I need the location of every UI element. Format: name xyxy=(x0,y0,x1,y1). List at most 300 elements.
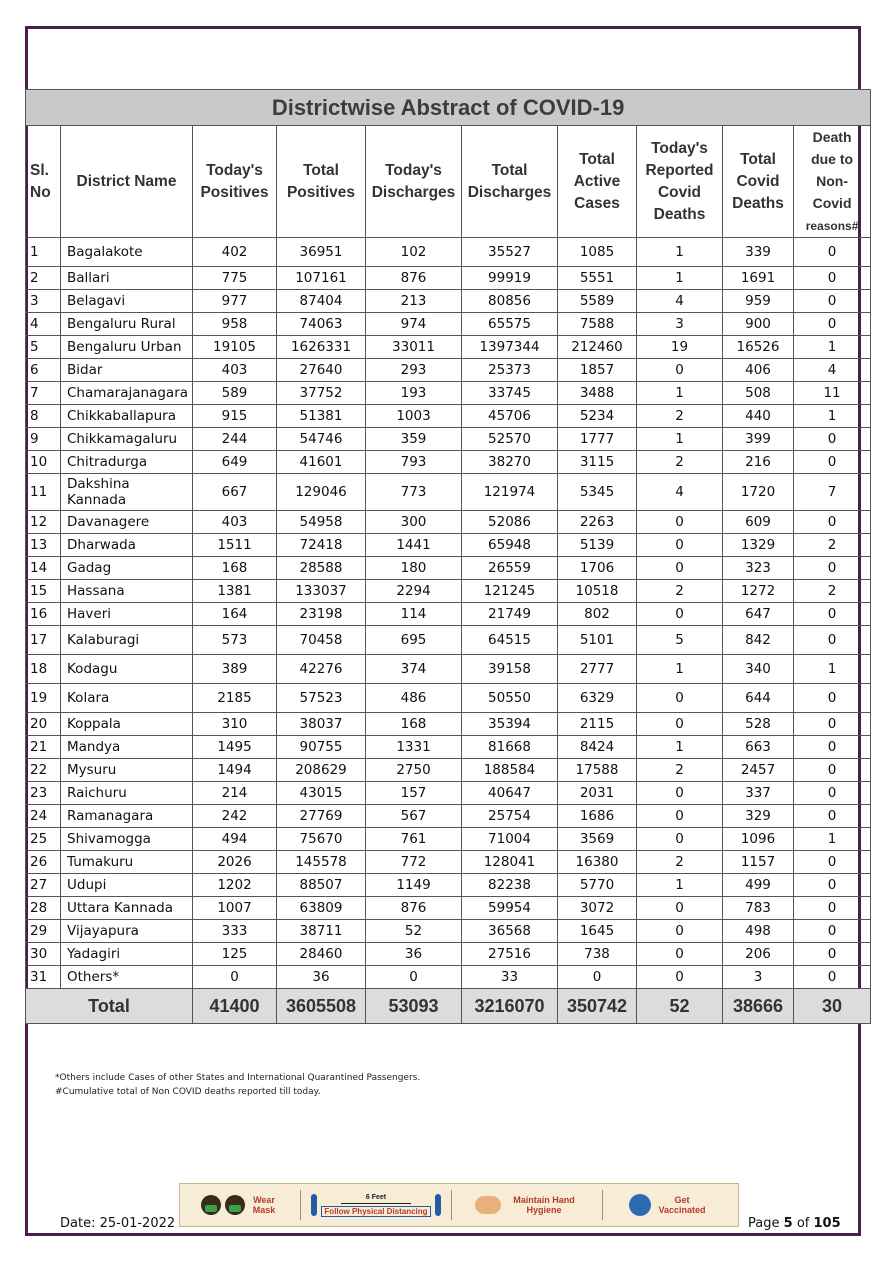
cell-value: 406 xyxy=(723,359,794,382)
cell-value: 0 xyxy=(794,966,871,989)
cell-value: 0 xyxy=(794,805,871,828)
banner-mask xyxy=(180,1184,300,1226)
table-row xyxy=(26,897,871,920)
cell-value: 959 xyxy=(723,290,794,313)
cell-value: 649 xyxy=(193,451,277,474)
total-value: 52 xyxy=(637,989,723,1024)
cell-value: 508 xyxy=(723,382,794,405)
cell-value: 1331 xyxy=(366,736,462,759)
cell-value: 300 xyxy=(366,511,462,534)
cell-value: 33745 xyxy=(462,382,558,405)
cell-value: 2263 xyxy=(558,511,637,534)
cell-sl-no: 30 xyxy=(26,943,61,966)
cell-value: 242 xyxy=(193,805,277,828)
cell-value: 0 xyxy=(794,736,871,759)
covid-table xyxy=(25,89,871,1024)
cell-district: Bidar xyxy=(61,359,193,382)
cell-value: 783 xyxy=(723,897,794,920)
cell-value: 773 xyxy=(366,474,462,511)
cell-district: Gadag xyxy=(61,557,193,580)
cell-value: 0 xyxy=(794,782,871,805)
cell-value: 1096 xyxy=(723,828,794,851)
cell-value: 667 xyxy=(193,474,277,511)
cell-value: 389 xyxy=(193,655,277,684)
cell-value: 52570 xyxy=(462,428,558,451)
cell-value: 323 xyxy=(723,557,794,580)
cell-value: 0 xyxy=(558,966,637,989)
cell-value: 1 xyxy=(637,736,723,759)
cell-value: 647 xyxy=(723,603,794,626)
header-text: Covid xyxy=(657,183,702,201)
cell-district: Dakshina Kannada xyxy=(61,474,193,511)
cell-value: 35527 xyxy=(462,238,558,267)
cell-value: 16526 xyxy=(723,336,794,359)
cell-value: 2 xyxy=(794,580,871,603)
table-row xyxy=(26,359,871,382)
cell-value: 75670 xyxy=(277,828,366,851)
cell-district: Ramanagara xyxy=(61,805,193,828)
total-value: 3605508 xyxy=(277,989,366,1024)
cell-value: 244 xyxy=(193,428,277,451)
cell-sl-no: 4 xyxy=(26,313,61,336)
cell-value: 340 xyxy=(723,655,794,684)
total-value: 350742 xyxy=(558,989,637,1024)
cell-sl-no: 18 xyxy=(26,655,61,684)
cell-value: 4 xyxy=(794,359,871,382)
cell-value: 333 xyxy=(193,920,277,943)
header-text: Total xyxy=(740,150,776,168)
cell-value: 1706 xyxy=(558,557,637,580)
cell-district: Kalaburagi xyxy=(61,626,193,655)
cell-sl-no: 2 xyxy=(26,267,61,290)
total-row xyxy=(26,989,871,1024)
table-row xyxy=(26,713,871,736)
cell-sl-no: 14 xyxy=(26,557,61,580)
cell-sl-no: 3 xyxy=(26,290,61,313)
cell-value: 567 xyxy=(366,805,462,828)
header-text: No xyxy=(30,183,51,201)
cell-district: Bengaluru Urban xyxy=(61,336,193,359)
table-row xyxy=(26,851,871,874)
cell-value: 26559 xyxy=(462,557,558,580)
table-row xyxy=(26,943,871,966)
cell-value: 74063 xyxy=(277,313,366,336)
header-text: Today's xyxy=(651,139,708,157)
header-text: Sl. xyxy=(30,161,49,179)
cell-value: 35394 xyxy=(462,713,558,736)
cell-value: 486 xyxy=(366,684,462,713)
cell-value: 0 xyxy=(637,920,723,943)
cell-value: 19 xyxy=(637,336,723,359)
cell-value: 0 xyxy=(637,805,723,828)
table-row xyxy=(26,451,871,474)
cell-sl-no: 11 xyxy=(26,474,61,511)
header-non-covid-deaths xyxy=(794,126,871,238)
cell-value: 64515 xyxy=(462,626,558,655)
header-text: Cases xyxy=(574,194,620,212)
header-text: Deaths xyxy=(653,205,706,223)
cell-value: 27640 xyxy=(277,359,366,382)
cell-value: 1691 xyxy=(723,267,794,290)
footnote-others: *Others include Cases of other States and International Quarantined Passengers. xyxy=(55,1073,421,1083)
cell-value: 0 xyxy=(794,713,871,736)
cell-value: 2777 xyxy=(558,655,637,684)
cell-sl-no: 26 xyxy=(26,851,61,874)
cell-value: 54746 xyxy=(277,428,366,451)
cell-value: 71004 xyxy=(462,828,558,851)
cell-value: 1686 xyxy=(558,805,637,828)
cell-value: 802 xyxy=(558,603,637,626)
cell-value: 88507 xyxy=(277,874,366,897)
cell-value: 42276 xyxy=(277,655,366,684)
header-text: Total xyxy=(579,150,615,168)
cell-value: 2 xyxy=(637,405,723,428)
cell-value: 403 xyxy=(193,359,277,382)
cell-value: 0 xyxy=(637,713,723,736)
table-row xyxy=(26,238,871,267)
cell-district: Tumakuru xyxy=(61,851,193,874)
cell-value: 102 xyxy=(366,238,462,267)
table-row xyxy=(26,828,871,851)
cell-value: 0 xyxy=(794,759,871,782)
cell-value: 0 xyxy=(637,359,723,382)
cell-value: 2457 xyxy=(723,759,794,782)
cell-value: 216 xyxy=(723,451,794,474)
cell-value: 974 xyxy=(366,313,462,336)
cell-value: 37752 xyxy=(277,382,366,405)
cell-sl-no: 21 xyxy=(26,736,61,759)
cell-district: Raichuru xyxy=(61,782,193,805)
cell-value: 3115 xyxy=(558,451,637,474)
cell-sl-no: 8 xyxy=(26,405,61,428)
table-row xyxy=(26,267,871,290)
cell-value: 2185 xyxy=(193,684,277,713)
cell-value: 1 xyxy=(637,382,723,405)
distance-arrow-icon xyxy=(341,1203,411,1204)
cell-value: 1495 xyxy=(193,736,277,759)
cell-sl-no: 22 xyxy=(26,759,61,782)
cell-value: 129046 xyxy=(277,474,366,511)
cell-value: 399 xyxy=(723,428,794,451)
cell-value: 915 xyxy=(193,405,277,428)
cell-sl-no: 15 xyxy=(26,580,61,603)
cell-value: 11 xyxy=(794,382,871,405)
table-row xyxy=(26,759,871,782)
cell-sl-no: 7 xyxy=(26,382,61,405)
cell-value: 36 xyxy=(366,943,462,966)
cell-value: 0 xyxy=(794,511,871,534)
cell-value: 609 xyxy=(723,511,794,534)
cell-value: 0 xyxy=(637,684,723,713)
cell-sl-no: 9 xyxy=(26,428,61,451)
cell-value: 21749 xyxy=(462,603,558,626)
cell-value: 133037 xyxy=(277,580,366,603)
table-row xyxy=(26,782,871,805)
cell-value: 5234 xyxy=(558,405,637,428)
header-total-positives xyxy=(277,126,366,238)
cell-value: 0 xyxy=(794,920,871,943)
cell-value: 2 xyxy=(637,851,723,874)
cell-value: 1 xyxy=(637,874,723,897)
cell-value: 28460 xyxy=(277,943,366,966)
distance-feet: 6 Feet xyxy=(365,1193,387,1201)
cell-value: 214 xyxy=(193,782,277,805)
cell-value: 125 xyxy=(193,943,277,966)
cell-value: 1 xyxy=(794,828,871,851)
cell-value: 33011 xyxy=(366,336,462,359)
cell-value: 25754 xyxy=(462,805,558,828)
cell-value: 10518 xyxy=(558,580,637,603)
cell-district: Yadagiri xyxy=(61,943,193,966)
cell-value: 310 xyxy=(193,713,277,736)
distance-graphic xyxy=(321,1194,430,1217)
cell-value: 293 xyxy=(366,359,462,382)
cell-value: 54958 xyxy=(277,511,366,534)
cell-value: 528 xyxy=(723,713,794,736)
distance-label: Follow Physical Distancing xyxy=(321,1206,430,1217)
header-text: reasons xyxy=(805,219,852,233)
cell-value: 1 xyxy=(637,428,723,451)
cell-value: 644 xyxy=(723,684,794,713)
table-row xyxy=(26,736,871,759)
cell-district: Kolara xyxy=(61,684,193,713)
cell-value: 193 xyxy=(366,382,462,405)
cell-district: Mysuru xyxy=(61,759,193,782)
cell-district: Others* xyxy=(61,966,193,989)
cell-value: 2026 xyxy=(193,851,277,874)
header-total-active-cases xyxy=(558,126,637,238)
cell-value: 339 xyxy=(723,238,794,267)
cell-value: 1 xyxy=(794,336,871,359)
cell-district: Vijayapura xyxy=(61,920,193,943)
table-row xyxy=(26,966,871,989)
cell-value: 2115 xyxy=(558,713,637,736)
cell-value: 38270 xyxy=(462,451,558,474)
cell-value: 180 xyxy=(366,557,462,580)
cell-value: 1 xyxy=(637,655,723,684)
table-body xyxy=(26,238,871,989)
table-row xyxy=(26,428,871,451)
cell-value: 1857 xyxy=(558,359,637,382)
cell-value: 3569 xyxy=(558,828,637,851)
cell-sl-no: 5 xyxy=(26,336,61,359)
cell-value: 0 xyxy=(794,267,871,290)
cell-value: 36568 xyxy=(462,920,558,943)
cell-sl-no: 19 xyxy=(26,684,61,713)
table-row xyxy=(26,684,871,713)
cell-value: 57523 xyxy=(277,684,366,713)
cell-value: 900 xyxy=(723,313,794,336)
cell-value: 90755 xyxy=(277,736,366,759)
cell-value: 793 xyxy=(366,451,462,474)
cell-value: 114 xyxy=(366,603,462,626)
cell-value: 63809 xyxy=(277,897,366,920)
cell-value: 121245 xyxy=(462,580,558,603)
footnote-non-covid: #Cumulative total of Non COVID deaths reported till today. xyxy=(55,1087,321,1097)
person-icon xyxy=(435,1194,441,1216)
cell-value: 0 xyxy=(637,782,723,805)
total-label: Total xyxy=(26,989,193,1024)
cell-sl-no: 13 xyxy=(26,534,61,557)
page-of: of xyxy=(796,1216,810,1231)
cell-value: 573 xyxy=(193,626,277,655)
cell-district: Shivamogga xyxy=(61,828,193,851)
cell-value: 1626331 xyxy=(277,336,366,359)
vaccination-icon xyxy=(629,1194,651,1216)
cell-value: 0 xyxy=(366,966,462,989)
cell-value: 23198 xyxy=(277,603,366,626)
cell-value: 1003 xyxy=(366,405,462,428)
cell-district: Chitradurga xyxy=(61,451,193,474)
cell-value: 842 xyxy=(723,626,794,655)
cell-value: 498 xyxy=(723,920,794,943)
cell-value: 27769 xyxy=(277,805,366,828)
header-text: Covid xyxy=(736,172,780,190)
table-title: Districtwise Abstract of COVID-19 xyxy=(26,90,871,126)
cell-value: 5 xyxy=(637,626,723,655)
cell-value: 663 xyxy=(723,736,794,759)
cell-value: 695 xyxy=(366,626,462,655)
cell-value: 5770 xyxy=(558,874,637,897)
cell-value: 0 xyxy=(794,626,871,655)
cell-value: 0 xyxy=(794,428,871,451)
cell-value: 7 xyxy=(794,474,871,511)
cell-value: 41601 xyxy=(277,451,366,474)
cell-value: 0 xyxy=(637,511,723,534)
banner-mask-label: Wear Mask xyxy=(252,1195,276,1215)
cell-value: 876 xyxy=(366,897,462,920)
cell-value: 1381 xyxy=(193,580,277,603)
cell-sl-no: 1 xyxy=(26,238,61,267)
cell-value: 36 xyxy=(277,966,366,989)
page-number xyxy=(748,1216,841,1231)
banner-hygiene-label: Maintain Hand Hygiene xyxy=(513,1195,575,1215)
table-row xyxy=(26,336,871,359)
cell-district: Bagalakote xyxy=(61,238,193,267)
table-row xyxy=(26,603,871,626)
cell-district: Mandya xyxy=(61,736,193,759)
cell-value: 589 xyxy=(193,382,277,405)
cell-sl-no: 28 xyxy=(26,897,61,920)
cell-value: 188584 xyxy=(462,759,558,782)
cell-value: 0 xyxy=(637,603,723,626)
header-row xyxy=(26,126,871,238)
cell-value: 440 xyxy=(723,405,794,428)
cell-value: 958 xyxy=(193,313,277,336)
total-value: 30 xyxy=(794,989,871,1024)
cell-value: 0 xyxy=(794,557,871,580)
cell-value: 359 xyxy=(366,428,462,451)
cell-value: 1329 xyxy=(723,534,794,557)
page-prefix: Page xyxy=(748,1216,780,1231)
header-todays-covid-deaths xyxy=(637,126,723,238)
total-value: 38666 xyxy=(723,989,794,1024)
cell-value: 1 xyxy=(794,405,871,428)
cell-value: 0 xyxy=(637,828,723,851)
total-value: 53093 xyxy=(366,989,462,1024)
cell-sl-no: 24 xyxy=(26,805,61,828)
cell-value: 2 xyxy=(794,534,871,557)
cell-value: 52086 xyxy=(462,511,558,534)
cell-value: 80856 xyxy=(462,290,558,313)
header-todays-positives xyxy=(193,126,277,238)
cell-district: Chikkaballapura xyxy=(61,405,193,428)
cell-value: 1 xyxy=(794,655,871,684)
cell-value: 0 xyxy=(637,897,723,920)
cell-value: 59954 xyxy=(462,897,558,920)
header-text: Total xyxy=(491,161,528,179)
cell-value: 0 xyxy=(794,603,871,626)
cell-value: 87404 xyxy=(277,290,366,313)
cell-value: 0 xyxy=(794,897,871,920)
cell-value: 0 xyxy=(637,966,723,989)
cell-value: 107161 xyxy=(277,267,366,290)
cell-value: 772 xyxy=(366,851,462,874)
cell-sl-no: 16 xyxy=(26,603,61,626)
cell-value: 157 xyxy=(366,782,462,805)
cell-sl-no: 6 xyxy=(26,359,61,382)
cell-value: 0 xyxy=(794,874,871,897)
person-icon xyxy=(311,1194,317,1216)
cell-value: 402 xyxy=(193,238,277,267)
table-row xyxy=(26,655,871,684)
cell-value: 45706 xyxy=(462,405,558,428)
cell-value: 7588 xyxy=(558,313,637,336)
cell-value: 0 xyxy=(193,966,277,989)
cell-district: Davanagere xyxy=(61,511,193,534)
cell-value: 1777 xyxy=(558,428,637,451)
cell-value: 39158 xyxy=(462,655,558,684)
cell-value: 38711 xyxy=(277,920,366,943)
table-row xyxy=(26,382,871,405)
table-row xyxy=(26,874,871,897)
cell-district: Belagavi xyxy=(61,290,193,313)
cell-value: 33 xyxy=(462,966,558,989)
header-text: Today's xyxy=(206,161,263,179)
cell-district: Uttara Kannada xyxy=(61,897,193,920)
cell-value: 6329 xyxy=(558,684,637,713)
report-date: Date: 25-01-2022 xyxy=(60,1216,176,1231)
cell-value: 2 xyxy=(637,580,723,603)
cell-value: 36951 xyxy=(277,238,366,267)
cell-value: 0 xyxy=(637,557,723,580)
header-total-discharges xyxy=(462,126,558,238)
cell-value: 1441 xyxy=(366,534,462,557)
table-row xyxy=(26,313,871,336)
header-total-covid-deaths xyxy=(723,126,794,238)
cell-district: Bengaluru Rural xyxy=(61,313,193,336)
header-text: Non- xyxy=(816,173,848,189)
cell-value: 1085 xyxy=(558,238,637,267)
cell-value: 2750 xyxy=(366,759,462,782)
cell-value: 5551 xyxy=(558,267,637,290)
table-row xyxy=(26,805,871,828)
header-text: District Name xyxy=(76,172,177,190)
cell-value: 0 xyxy=(794,684,871,713)
cell-value: 3072 xyxy=(558,897,637,920)
cell-value: 761 xyxy=(366,828,462,851)
cell-value: 25373 xyxy=(462,359,558,382)
cell-value: 128041 xyxy=(462,851,558,874)
header-sl-no xyxy=(26,126,61,238)
cell-value: 1 xyxy=(637,267,723,290)
cell-value: 1202 xyxy=(193,874,277,897)
cell-value: 0 xyxy=(794,238,871,267)
cell-value: 1007 xyxy=(193,897,277,920)
cell-sl-no: 10 xyxy=(26,451,61,474)
footnotes xyxy=(55,1071,420,1099)
cell-district: Dharwada xyxy=(61,534,193,557)
